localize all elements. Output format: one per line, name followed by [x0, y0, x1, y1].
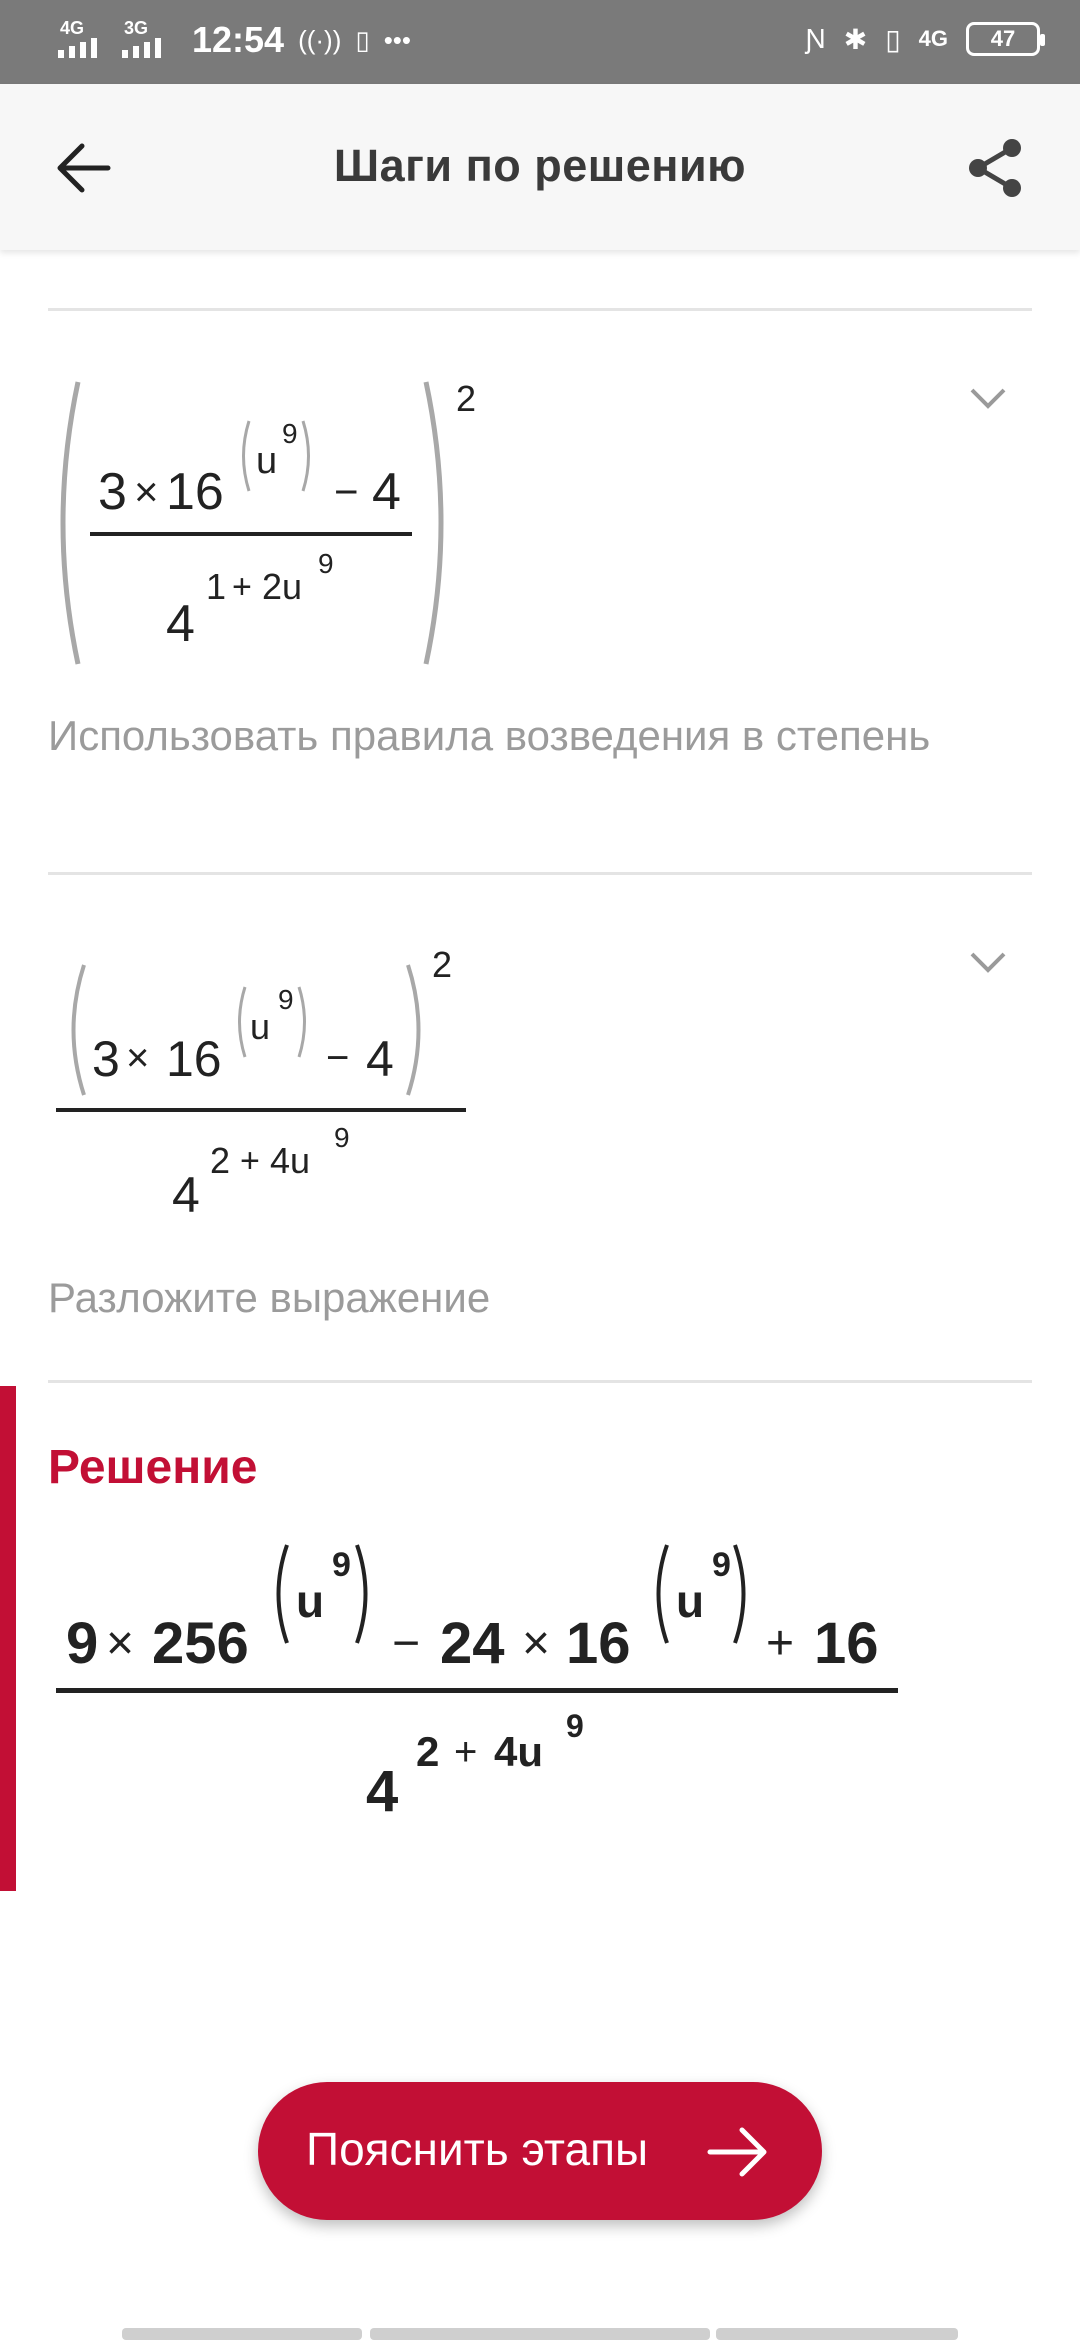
- term3-constant: 16: [814, 1611, 879, 1676]
- exp-right-paren: [354, 1542, 376, 1646]
- denominator-base: 4: [366, 1759, 399, 1824]
- network-type-label: 3G: [124, 18, 149, 38]
- right-paren: [420, 378, 460, 668]
- term2-exp-variable: u: [676, 1575, 705, 1627]
- denominator-plus: +: [232, 568, 252, 606]
- term1-base: 256: [152, 1611, 249, 1676]
- denominator-plus: +: [240, 1142, 260, 1180]
- denominator-exp-b: 4u: [270, 1140, 311, 1181]
- exp-left-paren: [236, 418, 252, 494]
- times-sign: ×: [106, 1617, 135, 1670]
- signal-3g-icon: [122, 18, 172, 62]
- term1-coefficient: 9: [66, 1611, 99, 1676]
- exp-left-paren: [268, 1542, 290, 1646]
- term1-exp-power: 9: [332, 1546, 351, 1584]
- fraction-bar: [90, 532, 412, 536]
- denominator-base: 4: [166, 595, 195, 653]
- exp-right-paren: [296, 984, 312, 1060]
- exponent-variable: u: [250, 1006, 271, 1047]
- more-notifications-icon: •••: [383, 24, 411, 55]
- exponent-power: 9: [278, 984, 294, 1015]
- term2-coefficient: 24: [440, 1611, 505, 1676]
- chevron-down-icon[interactable]: [964, 374, 1012, 422]
- outer-exponent: 2: [432, 944, 453, 985]
- arrow-right-icon: [706, 2124, 770, 2180]
- denominator-plus: +: [454, 1730, 478, 1774]
- divider: [48, 1380, 1032, 1383]
- fraction-bar: [56, 1688, 898, 1693]
- page-title: Шаги по решению: [333, 140, 747, 191]
- divider: [48, 872, 1032, 875]
- minus-sign: −: [392, 1617, 421, 1670]
- denominator-exp-a: 2: [210, 1140, 231, 1181]
- minus-sign: −: [326, 1036, 350, 1080]
- denominator-exp-a: 2: [416, 1728, 440, 1775]
- denominator-exp-b: 2u: [262, 566, 303, 607]
- base: 16: [166, 1031, 222, 1087]
- nav-hint-center: [370, 2328, 710, 2340]
- term2-exp-power: 9: [712, 1546, 731, 1584]
- outer-exponent: 2: [456, 378, 477, 419]
- denominator-exp-power: 9: [318, 548, 334, 579]
- vibrate-icon: ▯: [885, 23, 901, 55]
- minus-sign: −: [334, 468, 359, 515]
- battery-level: 47: [990, 26, 1016, 51]
- share-icon: [964, 136, 1028, 200]
- nav-hint-left: [122, 2328, 362, 2340]
- exp-right-paren: [300, 418, 316, 494]
- explain-steps-button[interactable]: [258, 2082, 822, 2220]
- solution-accent-bar: [0, 1386, 16, 1891]
- left-paren: [60, 962, 88, 1098]
- coefficient: 3: [92, 1031, 120, 1087]
- base: 16: [166, 463, 224, 521]
- term2-base: 16: [566, 1611, 631, 1676]
- exp-left-paren: [232, 984, 248, 1060]
- right-paren: [404, 962, 432, 1098]
- app-bar: [0, 84, 1080, 250]
- step-description: Использовать правила возведения в степень: [48, 712, 931, 759]
- left-paren: [44, 378, 84, 668]
- term1-exp-variable: u: [296, 1575, 325, 1627]
- subtrahend: 4: [372, 463, 401, 521]
- times-sign: ×: [134, 468, 159, 515]
- denominator-base: 4: [172, 1167, 200, 1223]
- phone-icon: ▯: [355, 24, 370, 55]
- status-bar: [0, 0, 1080, 84]
- times-sign: ×: [522, 1617, 551, 1670]
- nfc-icon: Ɲ: [805, 23, 826, 54]
- share-button[interactable]: [964, 136, 1028, 200]
- denominator-exp-b: 4u: [494, 1728, 544, 1775]
- plus-sign: +: [766, 1617, 795, 1670]
- exponent-variable: u: [256, 440, 278, 482]
- hotspot-icon: ((·)): [298, 24, 342, 55]
- battery-icon: [966, 22, 1040, 56]
- network-type-label: 4G: [60, 18, 85, 38]
- step-description: Разложите выражение: [48, 1274, 491, 1321]
- fraction-bar: [56, 1108, 466, 1112]
- denominator-exp-power: 9: [566, 1708, 584, 1744]
- denominator-exp-power: 9: [334, 1122, 350, 1153]
- exp-right-paren: [732, 1542, 754, 1646]
- chevron-down-icon[interactable]: [964, 938, 1012, 986]
- exponent-power: 9: [282, 418, 298, 449]
- exp-left-paren: [648, 1542, 670, 1646]
- denominator-exp-a: 1: [206, 566, 227, 607]
- solution-label: Решение: [48, 1441, 258, 1494]
- clock: 12:54: [192, 19, 285, 60]
- nav-hint-right: [716, 2328, 958, 2340]
- divider: [48, 308, 1032, 311]
- times-sign: ×: [126, 1036, 150, 1080]
- signal-4g-icon: [58, 18, 108, 62]
- coefficient: 3: [98, 463, 127, 521]
- bluetooth-icon: ✱: [843, 23, 868, 55]
- explain-steps-label: Пояснить этапы: [306, 2123, 649, 2175]
- network-4g-icon: 4G: [918, 26, 948, 51]
- subtrahend: 4: [366, 1031, 394, 1087]
